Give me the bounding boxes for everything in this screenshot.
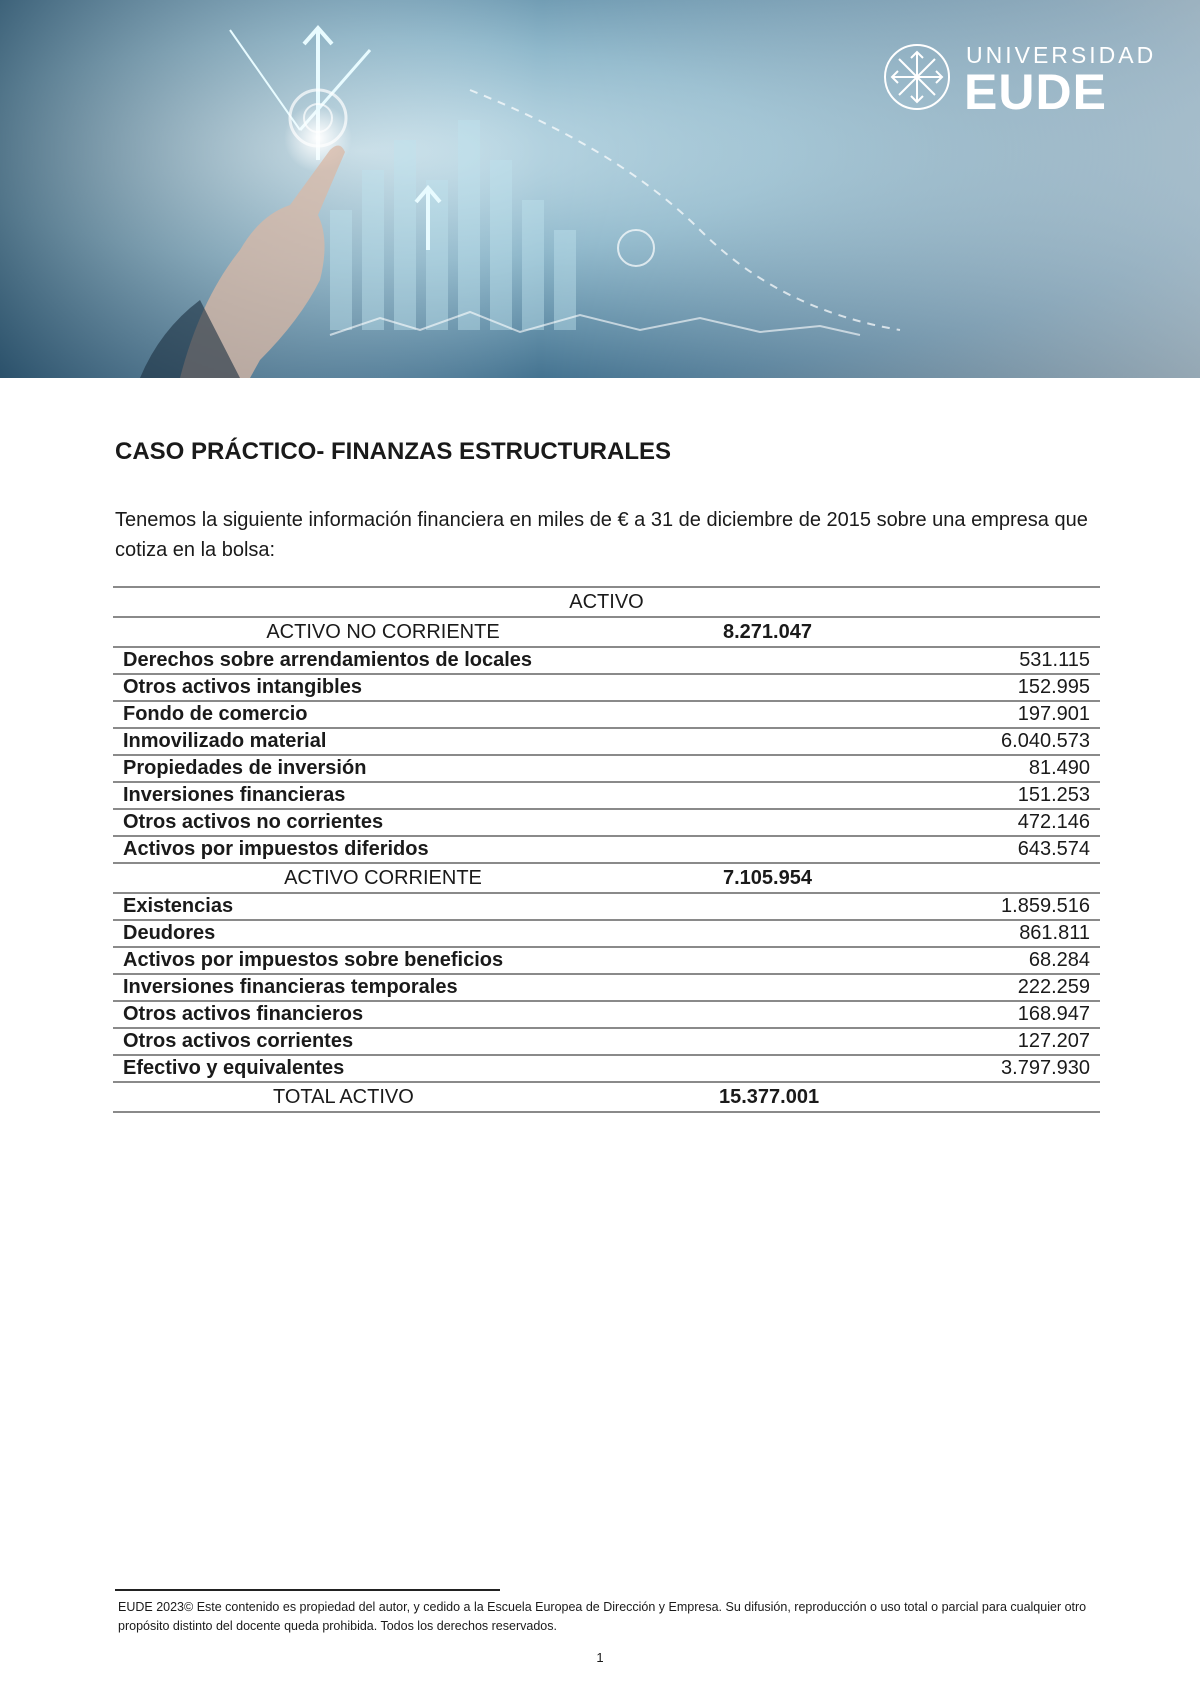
row-label: Inmovilizado material: [113, 728, 929, 755]
row-label: Propiedades de inversión: [113, 755, 929, 782]
row-value: 1.859.516: [929, 893, 1100, 920]
row-label: Derechos sobre arrendamientos de locales: [113, 647, 929, 674]
table-row: [113, 674, 1100, 701]
table-row: [113, 782, 1100, 809]
total-label: TOTAL ACTIVO: [113, 1082, 653, 1112]
row-value: 151.253: [929, 782, 1100, 809]
table-row: [113, 893, 1100, 920]
row-label: Inversiones financieras temporales: [113, 974, 929, 1001]
eude-logo: [882, 42, 1157, 122]
row-value: 152.995: [929, 674, 1100, 701]
intro-paragraph: Tenemos la siguiente información financiera en miles de € a 31 de diciembre de 2015 sobre una empresa que cotiza en la bolsa:: [115, 509, 1088, 561]
light-glow-graphic: [284, 104, 352, 172]
row-label: Otros activos intangibles: [113, 674, 929, 701]
footnote-copyright: EUDE 2023© Este contenido es propiedad del autor, y cedido a la Escuela Europea de Dirección y Empresa. Su difusión, reproducción o uso total o parcial para cualquier otro propósito distinto del docente queda prohibida. Todos los derechos reservados.: [118, 1600, 1087, 1633]
row-label: Otros activos financieros: [113, 1001, 929, 1028]
table-header-activo: ACTIVO: [113, 587, 1100, 617]
row-label: Fondo de comercio: [113, 701, 929, 728]
row-value: 197.901: [929, 701, 1100, 728]
table-row: [113, 728, 1100, 755]
section-empty-cell: [929, 863, 1100, 893]
table-row: [113, 701, 1100, 728]
table-row: [113, 836, 1100, 863]
row-label: Efectivo y equivalentes: [113, 1055, 929, 1082]
section-total: 8.271.047: [653, 617, 929, 647]
table-row: [113, 755, 1100, 782]
document-title: CASO PRÁCTICO- FINANZAS ESTRUCTURALES: [115, 438, 671, 465]
table-row: [113, 974, 1100, 1001]
section-total: 7.105.954: [653, 863, 929, 893]
logo-wordmark-main: EUDE: [964, 64, 1107, 120]
table-row: [113, 1055, 1100, 1082]
table-row: [113, 920, 1100, 947]
logo-wordmark-top: UNIVERSIDAD: [966, 42, 1157, 68]
table-row: [113, 1028, 1100, 1055]
total-empty-cell: [929, 1082, 1100, 1112]
table-row: [113, 647, 1100, 674]
row-label: Activos por impuestos diferidos: [113, 836, 929, 863]
row-value: 168.947: [929, 1001, 1100, 1028]
table-row: [113, 947, 1100, 974]
page-number: 1: [596, 1650, 604, 1665]
row-value: 861.811: [929, 920, 1100, 947]
row-value: 68.284: [929, 947, 1100, 974]
row-label: Deudores: [113, 920, 929, 947]
row-value: 643.574: [929, 836, 1100, 863]
row-label: Inversiones financieras: [113, 782, 929, 809]
footnote-separator: [115, 1589, 500, 1591]
section-label: ACTIVO NO CORRIENTE: [113, 617, 653, 647]
row-value: 222.259: [929, 974, 1100, 1001]
row-value: 81.490: [929, 755, 1100, 782]
total-value: 15.377.001: [653, 1082, 929, 1112]
row-label: Activos por impuestos sobre beneficios: [113, 947, 929, 974]
balance-sheet-table: [113, 586, 1100, 1113]
eude-emblem-icon: [882, 42, 952, 112]
header-banner: [0, 0, 1200, 378]
row-value: 531.115: [929, 647, 1100, 674]
table-row: [113, 809, 1100, 836]
total-row: [113, 1082, 1100, 1112]
row-value: 472.146: [929, 809, 1100, 836]
table-header-row: [113, 587, 1100, 617]
row-label: Otros activos corrientes: [113, 1028, 929, 1055]
section-row: [113, 863, 1100, 893]
row-label: Otros activos no corrientes: [113, 809, 929, 836]
section-row: [113, 617, 1100, 647]
section-label: ACTIVO CORRIENTE: [113, 863, 653, 893]
row-value: 127.207: [929, 1028, 1100, 1055]
section-empty-cell: [929, 617, 1100, 647]
row-label: Existencias: [113, 893, 929, 920]
row-value: 6.040.573: [929, 728, 1100, 755]
table-row: [113, 1001, 1100, 1028]
row-value: 3.797.930: [929, 1055, 1100, 1082]
